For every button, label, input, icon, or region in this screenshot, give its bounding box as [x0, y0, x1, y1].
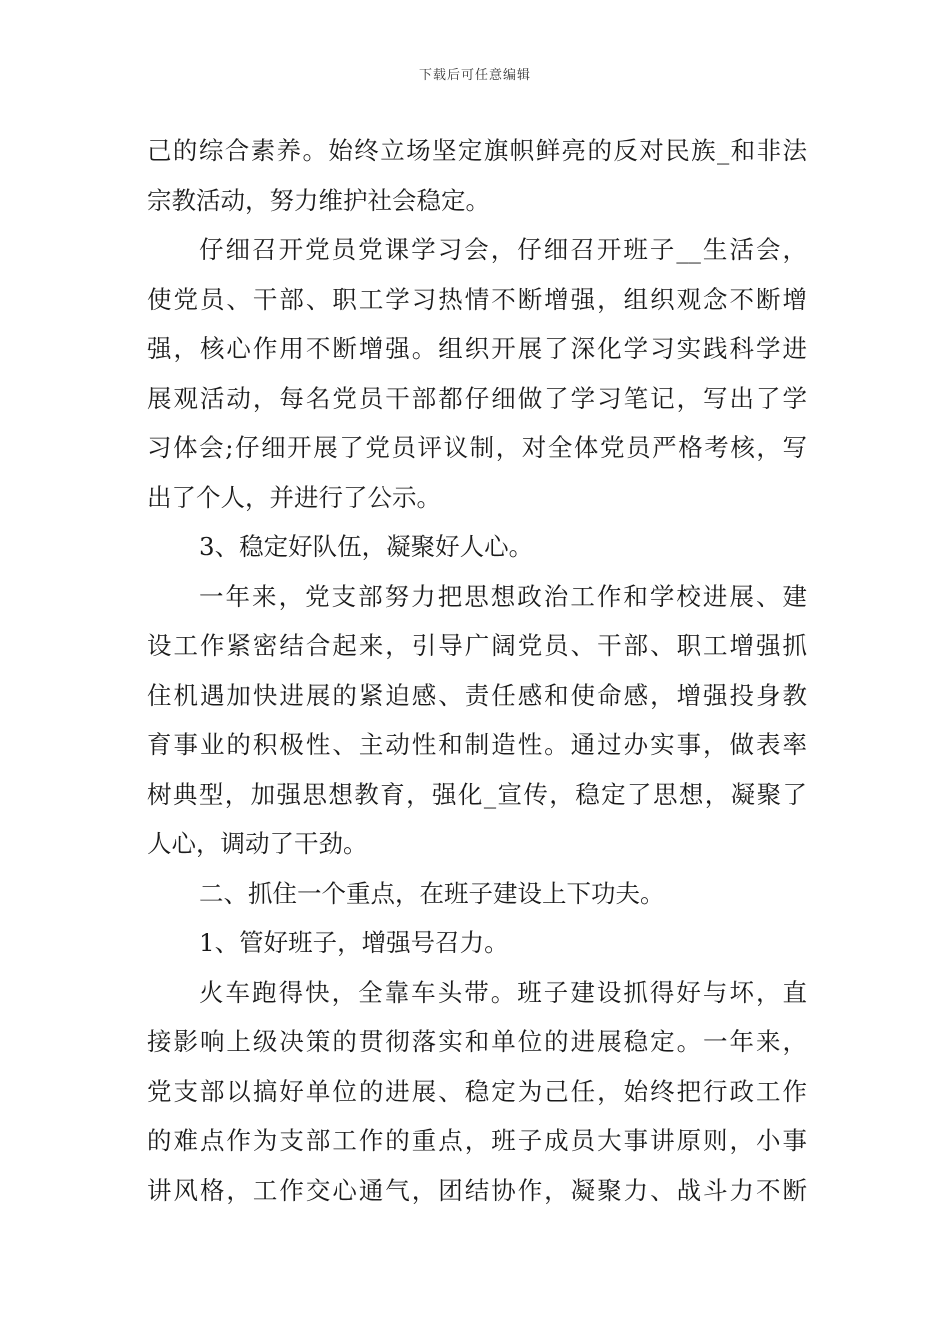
text-line: 二、抓住一个重点，在班子建设上下功夫。 [199, 878, 665, 908]
paragraph [147, 968, 807, 1216]
text-line: 的难点作为支部工作的重点，班子成员大事讲原则，小事 [147, 1126, 807, 1155]
text-line: 设工作紧密结合起来，引导广阔党员、干部、职工增强抓 [147, 631, 807, 660]
page-header-note: 下载后可任意编辑 [418, 68, 531, 83]
text-line: 接影响上级决策的贯彻落实和单位的进展稳定。一年来， [147, 1027, 807, 1056]
text-line: 树典型，加强思想教育，强化_宣传，稳定了思想，凝聚了 [147, 779, 807, 809]
text-line: 一年来，党支部努力把思想政治工作和学校进展、建 [199, 581, 807, 611]
document-body [147, 126, 807, 1215]
text-line: 住机遇加快进展的紧迫感、责任感和使命感，增强投身教 [147, 680, 807, 710]
text-line: 育事业的积极性、主动性和制造性。通过办实事，做表率 [147, 730, 807, 759]
paragraph [147, 126, 807, 225]
text-line: 习体会;仔细开展了党员评议制，对全体党员严格考核，写 [147, 433, 807, 462]
text-line: 党支部以搞好单位的进展、稳定为己任，始终把行政工作 [147, 1076, 807, 1106]
paragraph [147, 572, 807, 869]
text-line: 3、稳定好队伍，凝聚好人心。 [199, 532, 534, 561]
paragraph [147, 869, 807, 919]
paragraph [147, 225, 807, 522]
text-line: 己的综合素养。始终立场坚定旗帜鲜亮的反对民族_和非法 [147, 136, 807, 165]
text-line: 人心，调动了干劲。 [147, 829, 368, 858]
text-line: 展观活动，每名党员干部都仔细做了学习笔记，写出了学 [147, 383, 807, 413]
text-line: 火车跑得快，全靠车头带。班子建设抓得好与坏，直 [199, 977, 807, 1007]
paragraph [147, 918, 807, 968]
text-line: 讲风格，工作交心通气，团结协作，凝聚力、战斗力不断 [147, 1175, 807, 1205]
text-line: 出了个人，并进行了公示。 [147, 482, 441, 512]
paragraph [147, 522, 807, 572]
text-line: 强，核心作用不断增强。组织开展了深化学习实践科学进 [147, 334, 807, 363]
text-line: 仔细召开党员党课学习会，仔细召开班子__生活会， [199, 235, 807, 264]
text-line: 宗教活动，努力维护社会稳定。 [147, 185, 490, 215]
text-line: 使党员、干部、职工学习热情不断增强，组织观念不断增 [147, 284, 807, 314]
text-line: 1、管好班子，增强号召力。 [199, 928, 509, 957]
